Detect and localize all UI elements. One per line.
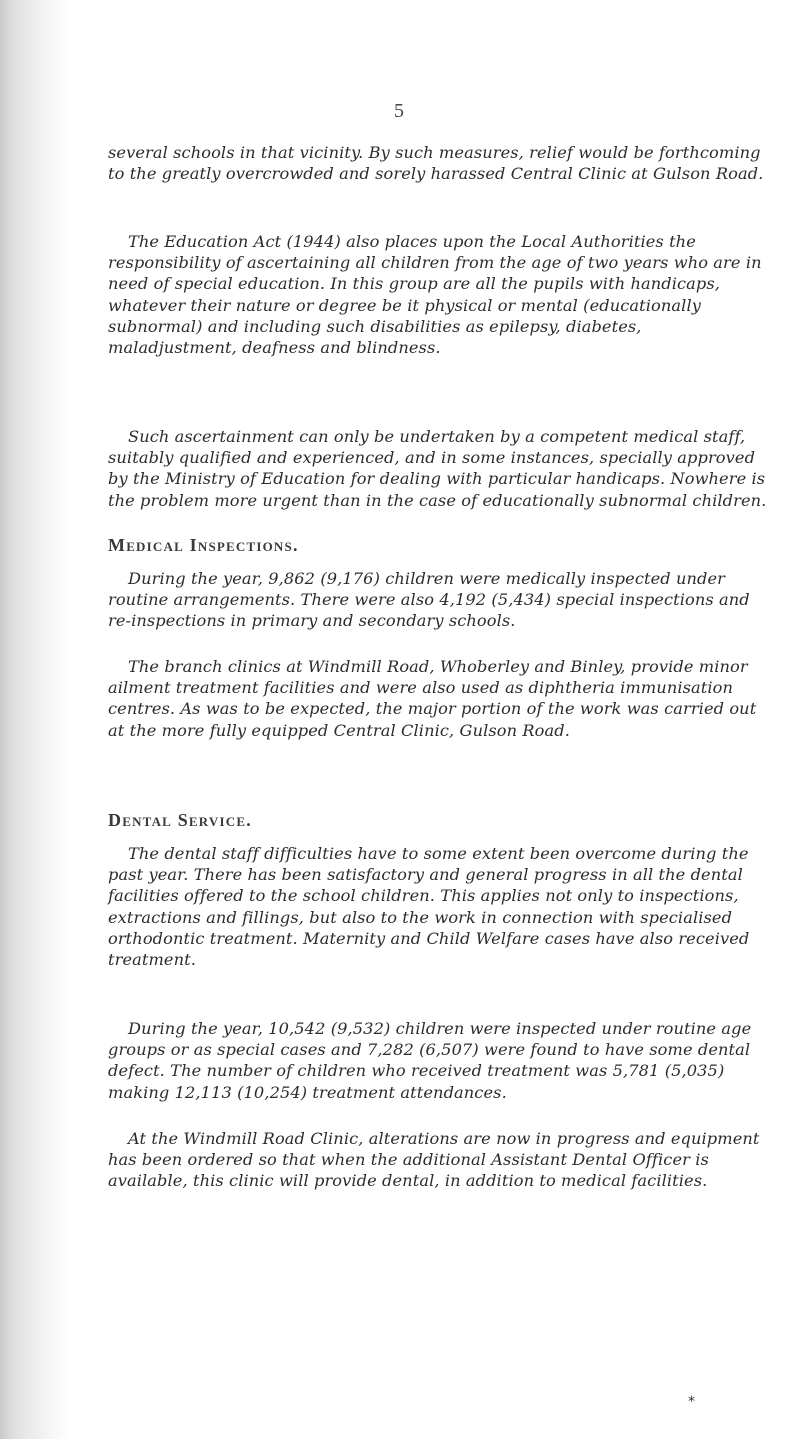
paragraph-windmill-road-clinic: At the Windmill Road Clinic, alterations are now in progress and equipment has been ordered so that when the additional Assistant Dental Officer is available, this clinic will provide dental, in addition to medical facilities. [108,1129,760,1191]
heading-medical-inspections: Medical Inspections. [108,535,299,555]
paragraph-dental-statistics: During the year, 10,542 (9,532) children were inspected under routine age groups or as special cases and 7,282 (6,507) were found to have some dental defect. The number of children who received treatment was 5,781 (5,035) making 12,113 (10,254) treatment attendances. [108,1019,752,1102]
paragraph-overcrowded-clinic: several schools in that vicinity. By such measures, relief would be forthcoming to the greatly overcrowded and sorely harassed Central Clinic at Gulson Road. [108,143,764,184]
paragraph-education-act: The Education Act (1944) also places upon the Local Authorities the responsibility of ascertaining all children from the age of two years who are in need of special education. In this group are all the pupils with handicaps, whatever their nature or degree be it physical or mental (educationally subnormal) and including such disabilities as epilepsy, diabetes, maladjustment, deafness and blindness. [108,232,762,358]
page-number: 5 [394,100,404,122]
footer-asterisk: * [688,1394,695,1410]
heading-dental-service: Dental Service. [108,810,252,830]
paragraph-ascertainment: Such ascertainment can only be undertaken by a competent medical staff, suitably qualified and experienced, and in some instances, specially approved by the Ministry of Education for dealing with particular handicaps. Nowhere is the problem more urgent than in the case of educationally subnormal children. [108,427,767,510]
page-binding-shadow [0,0,70,1439]
paragraph-medical-inspections: During the year, 9,862 (9,176) children were medically inspected under routine arrangements. There were also 4,192 (5,434) special inspections and re-inspections in primary and secondary schools. [108,569,750,631]
paragraph-dental-staff: The dental staff difficulties have to some extent been overcome during the past year. There has been satisfactory and general progress in all the dental facilities offered to the school children. This applies not only to inspections, extractions and fillings, but also to the work in connection with specialised orthodontic treatment. Maternity and Child Welfare cases have also received treatment. [108,844,750,970]
paragraph-branch-clinics: The branch clinics at Windmill Road, Whoberley and Binley, provide minor ailment treatment facilities and were also used as diphtheria immunisation centres. As was to be expected, the major portion of the work was carried out at the more fully equipped Central Clinic, Gulson Road. [108,657,757,740]
